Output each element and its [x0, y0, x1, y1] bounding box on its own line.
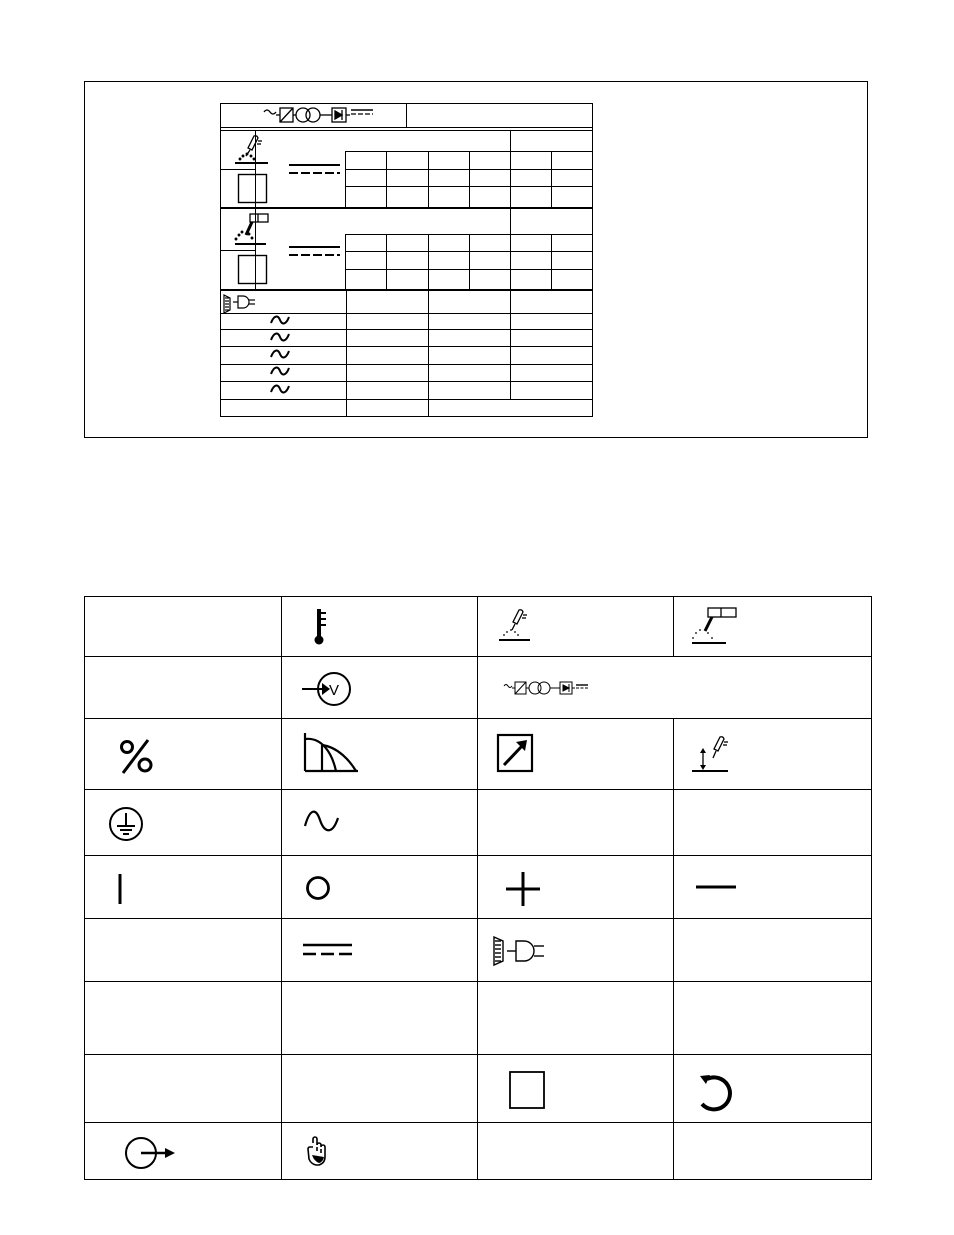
symbol-cell — [478, 919, 674, 982]
voltage-input-icon — [300, 669, 352, 709]
symbol-cell — [85, 919, 282, 982]
symbol-cell — [478, 1055, 674, 1123]
symbol-row — [85, 1123, 872, 1180]
hand-touch-icon — [306, 1135, 330, 1169]
direct-current-icon — [302, 941, 354, 959]
ac-sine-icon — [271, 334, 289, 341]
symbol-reference-grid — [84, 596, 872, 1180]
svg-text:V: V — [328, 682, 340, 699]
symbol-cell — [85, 982, 282, 1055]
symbol-cell — [478, 1123, 674, 1180]
symbol-cell — [674, 790, 872, 856]
positive-icon — [504, 868, 544, 910]
negative-icon — [694, 880, 738, 894]
alternating-current-icon — [302, 808, 342, 836]
transformer-rectifier-icon — [503, 679, 593, 697]
symbol-cell — [674, 1055, 872, 1123]
symbol-cell — [282, 657, 478, 719]
thermometer-icon — [310, 607, 330, 647]
symbol-cell — [674, 982, 872, 1055]
symbol-cell — [85, 657, 282, 719]
symbol-cell — [85, 790, 282, 856]
symbol-cell — [282, 790, 478, 856]
symbol-row — [85, 790, 872, 856]
symbol-cell — [282, 982, 478, 1055]
rating-plate-drawing — [220, 103, 593, 417]
symbol-row — [85, 597, 872, 657]
symbol-cell — [282, 1123, 478, 1180]
ac-sine-icon — [271, 368, 289, 375]
stick-electrode-icon — [235, 136, 268, 163]
ac-sine-icon — [271, 351, 289, 358]
power-off-icon — [304, 874, 334, 904]
stick-welding-icon — [496, 607, 536, 647]
protective-earth-icon — [107, 804, 147, 844]
symbol-row — [85, 919, 872, 982]
symbol-cell — [282, 597, 478, 657]
symbol-row — [85, 719, 872, 790]
symbol-cell — [85, 597, 282, 657]
output-icon — [123, 1135, 179, 1171]
symbol-cell — [478, 657, 872, 719]
symbol-cell — [85, 856, 282, 919]
volt-amp-curve-icon — [302, 731, 362, 775]
adjust-arrow-icon — [496, 733, 536, 773]
symbol-row — [85, 657, 872, 719]
symbol-cell — [674, 856, 872, 919]
symbol-row — [85, 982, 872, 1055]
symbol-cell — [478, 856, 674, 919]
symbol-cell — [674, 597, 872, 657]
transformer-rectifier-icon — [264, 108, 373, 122]
symbol-cell — [674, 1123, 872, 1180]
symbol-cell — [85, 1123, 282, 1180]
ac-sine-icon — [271, 317, 289, 324]
symbol-cell — [282, 856, 478, 919]
symbol-cell — [478, 790, 674, 856]
symbol-row — [85, 856, 872, 919]
symbol-cell — [478, 597, 674, 657]
symbol-cell — [85, 719, 282, 790]
symbol-cell — [282, 919, 478, 982]
mig-welding-icon — [688, 605, 738, 649]
duty-cycle-square-icon — [508, 1069, 548, 1111]
rating-plate-table — [220, 103, 593, 417]
symbol-cell — [478, 719, 674, 790]
percent-icon — [117, 737, 157, 777]
symbol-cell — [478, 982, 674, 1055]
power-plug-icon — [224, 295, 255, 313]
symbol-cell — [282, 1055, 478, 1123]
line-connection-icon — [492, 935, 552, 969]
power-on-icon — [115, 872, 127, 906]
symbol-cell — [85, 1055, 282, 1123]
symbol-cell — [674, 919, 872, 982]
arc-length-icon — [690, 733, 734, 777]
rotation-icon — [694, 1071, 738, 1113]
mig-gun-icon — [235, 214, 268, 244]
ac-sine-icon — [271, 386, 289, 393]
symbol-cell — [674, 719, 872, 790]
symbol-cell — [282, 719, 478, 790]
symbol-row — [85, 1055, 872, 1123]
